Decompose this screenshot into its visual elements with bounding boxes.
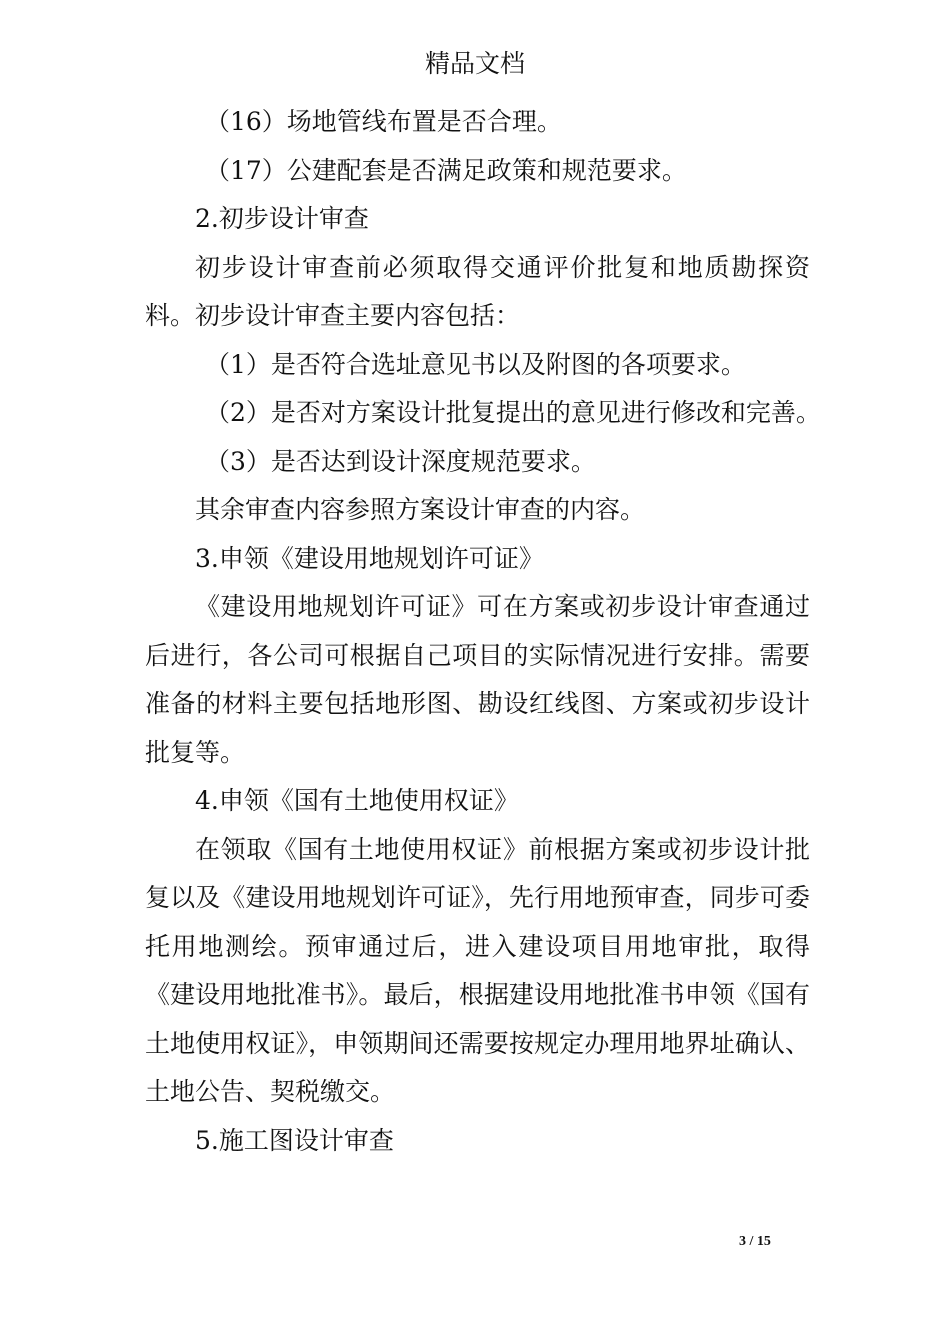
paragraph: 在领取《国有土地使用权证》前根据方案或初步设计批复以及《建设用地规划许可证》，先行用地预审查，同步可委托用地测绘。预审通过后，进入建设项目用地审批，取得《建设用地批准书》。最后，根据建设用地批准书申领《国有土地使用权证》，申领期间还需要按规定办理用地界址确认、土地公告、契税缴交。 bbox=[145, 834, 810, 1106]
paragraph: 其余审查内容参照方案设计审查的内容。 bbox=[195, 495, 646, 524]
page-number: 3 / 15 bbox=[739, 1234, 771, 1249]
list-item: （2）是否对方案设计批复提出的意见进行修改和完善。 bbox=[205, 398, 821, 427]
document-body bbox=[145, 98, 821, 1165]
page-header-title: 精品文档 bbox=[424, 49, 525, 78]
list-item: （1）是否符合选址意见书以及附图的各项要求。 bbox=[205, 349, 746, 379]
section-heading: 3.申领《建设用地规划许可证》 bbox=[195, 543, 544, 573]
paragraph: 《建设用地规划许可证》可在方案或初步设计审查通过后进行，各公司可根据自己项目的实际情况进行安排。需要准备的材料主要包括地形图、勘设红线图、方案或初步设计批复等。 bbox=[145, 592, 810, 767]
paragraph: 初步设计审查前必须取得交通评价批复和地质勘探资料。初步设计审查主要内容包括： bbox=[145, 252, 810, 330]
list-item: （3）是否达到设计深度规范要求。 bbox=[205, 446, 596, 476]
section-heading: 5.施工图设计审查 bbox=[195, 1125, 394, 1155]
section-heading: 2.初步设计审查 bbox=[195, 204, 369, 233]
list-item: （16）场地管线布置是否合理。 bbox=[205, 107, 562, 136]
list-item: （17）公建配套是否满足政策和规范要求。 bbox=[205, 155, 687, 185]
section-heading: 4.申领《国有土地使用权证》 bbox=[195, 786, 519, 815]
